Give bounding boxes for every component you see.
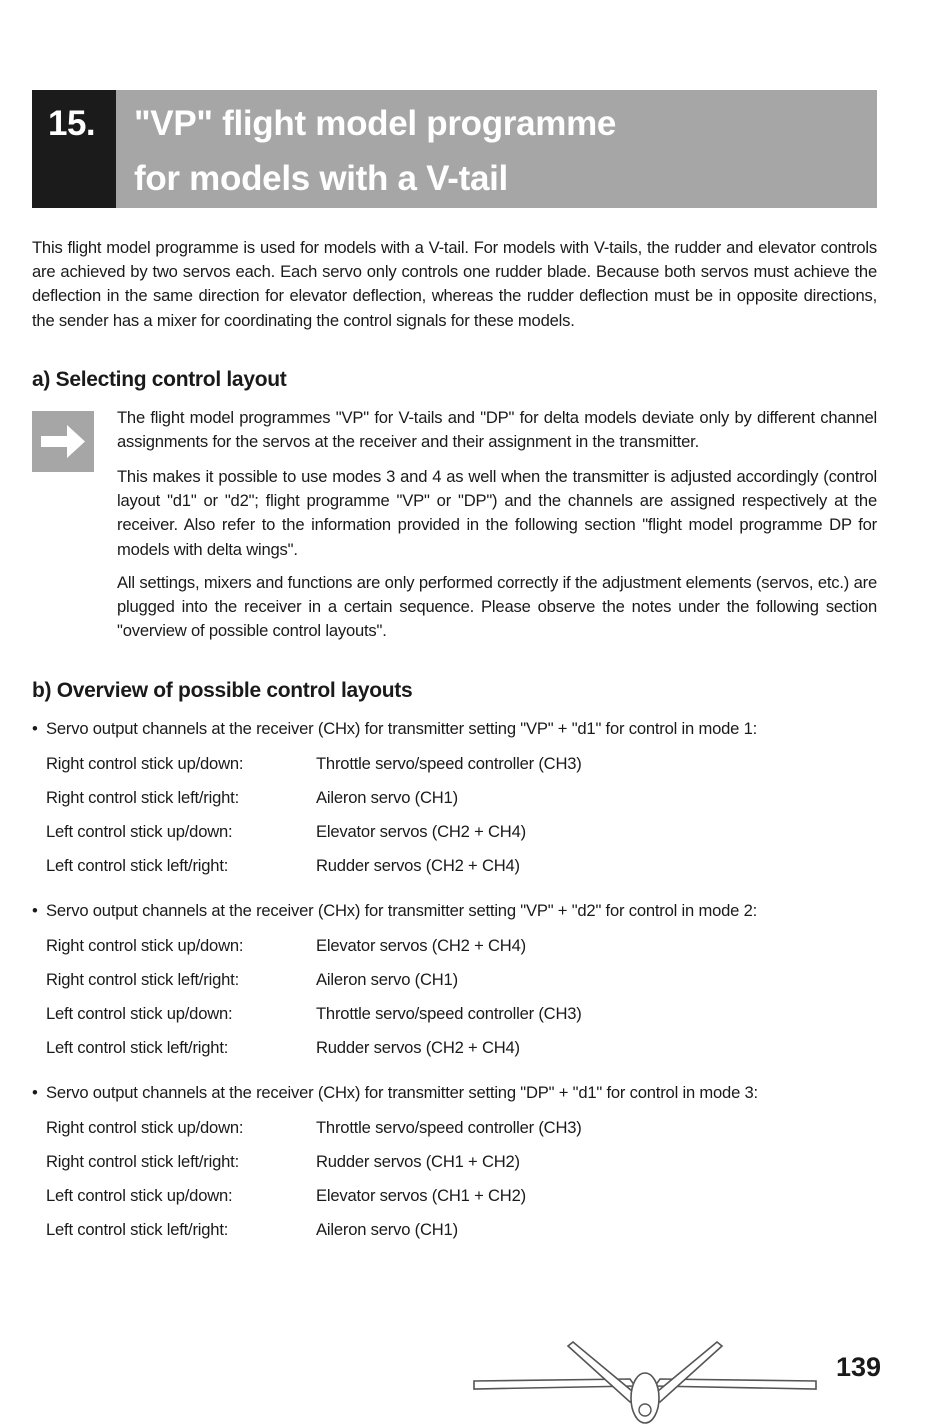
- section-a-heading: a) Selecting control layout: [32, 368, 287, 391]
- section-b-heading: b) Overview of possible control layouts: [32, 679, 413, 702]
- list-item-bullet: [32, 901, 757, 921]
- intro-paragraph: This flight model programme is used for models with a V-tail. For models with V-tails, the rudder and elevator controls are achieved by two servos each. Each servo only controls one rudder blade. Because both servos must achieve the deflection in the same direction for elevator deflection, whereas the rudder deflection must be in opposite directions, the sender has a mixer for coordinating the control signals for these models.: [32, 238, 877, 330]
- section-a-paragraph-1: The flight model programmes "VP" for V-tails and "DP" for delta models deviate only by different channel assignments for the servos at the receiver and their assignment in the transmitter.: [117, 408, 877, 452]
- row-label: Right control stick left/right:: [46, 970, 239, 989]
- row-value: Aileron servo (CH1): [316, 788, 458, 807]
- row-value: Rudder servos (CH2 + CH4): [316, 856, 520, 875]
- list-item-bullet: [32, 1083, 758, 1103]
- row-label: Right control stick left/right:: [46, 788, 239, 807]
- page-title: [116, 90, 877, 208]
- section-number: 15.: [32, 90, 116, 208]
- row-value: Rudder servos (CH1 + CH2): [316, 1152, 520, 1171]
- bullet-text: Servo output channels at the receiver (CHx) for transmitter setting "DP" + "d1" for control in mode 3:: [46, 1083, 758, 1102]
- row-value: Throttle servo/speed controller (CH3): [316, 754, 582, 773]
- bullet-dot: •: [32, 719, 38, 738]
- row-value: Throttle servo/speed controller (CH3): [316, 1004, 582, 1023]
- row-value: Elevator servos (CH1 + CH2): [316, 1186, 526, 1205]
- row-label: Right control stick up/down:: [46, 936, 244, 955]
- bullet-text: Servo output channels at the receiver (CHx) for transmitter setting "VP" + "d1" for control in mode 1:: [46, 719, 758, 738]
- v-tail-airplane-icon: [470, 1336, 820, 1424]
- page-number: 139: [836, 1352, 882, 1382]
- list-item-bullet: [32, 719, 757, 739]
- row-value: Elevator servos (CH2 + CH4): [316, 822, 526, 841]
- section-a-paragraph-3: All settings, mixers and functions are only performed correctly if the adjustment elements (servos, etc.) are plugged into the receiver in a certain sequence. Please observe the notes under the following section "overview of possible control layouts".: [117, 573, 877, 641]
- row-value: Throttle servo/speed controller (CH3): [316, 1118, 582, 1137]
- row-label: Left control stick left/right:: [46, 1038, 229, 1057]
- page-title-line-1: "VP" flight model programme: [134, 104, 617, 143]
- section-a-paragraph-2: This makes it possible to use modes 3 and 4 as well when the transmitter is adjusted accordingly (control layout "d1" or "d2"; flight programme "VP" or "DP") and the channels are assigned respectively at the receiver. Also refer to the information provided in the following section "flight model programme DP for models with delta wings".: [117, 467, 877, 559]
- row-label: Right control stick up/down:: [46, 1118, 244, 1137]
- row-label: Right control stick left/right:: [46, 1152, 239, 1171]
- row-label: Left control stick up/down:: [46, 822, 233, 841]
- bullet-text: Servo output channels at the receiver (CHx) for transmitter setting "VP" + "d2" for control in mode 2:: [46, 901, 758, 920]
- row-value: Aileron servo (CH1): [316, 1220, 458, 1239]
- row-label: Left control stick left/right:: [46, 1220, 229, 1239]
- row-label: Right control stick up/down:: [46, 754, 244, 773]
- row-value: Elevator servos (CH2 + CH4): [316, 936, 526, 955]
- page-title-line-2: for models with a V-tail: [134, 159, 508, 198]
- row-label: Left control stick up/down:: [46, 1186, 233, 1205]
- row-label: Left control stick up/down:: [46, 1004, 233, 1023]
- bullet-dot: •: [32, 901, 38, 920]
- right-arrow-icon: [32, 411, 94, 472]
- row-value: Aileron servo (CH1): [316, 970, 458, 989]
- bullet-dot: •: [32, 1083, 38, 1102]
- row-label: Left control stick left/right:: [46, 856, 229, 875]
- row-value: Rudder servos (CH2 + CH4): [316, 1038, 520, 1057]
